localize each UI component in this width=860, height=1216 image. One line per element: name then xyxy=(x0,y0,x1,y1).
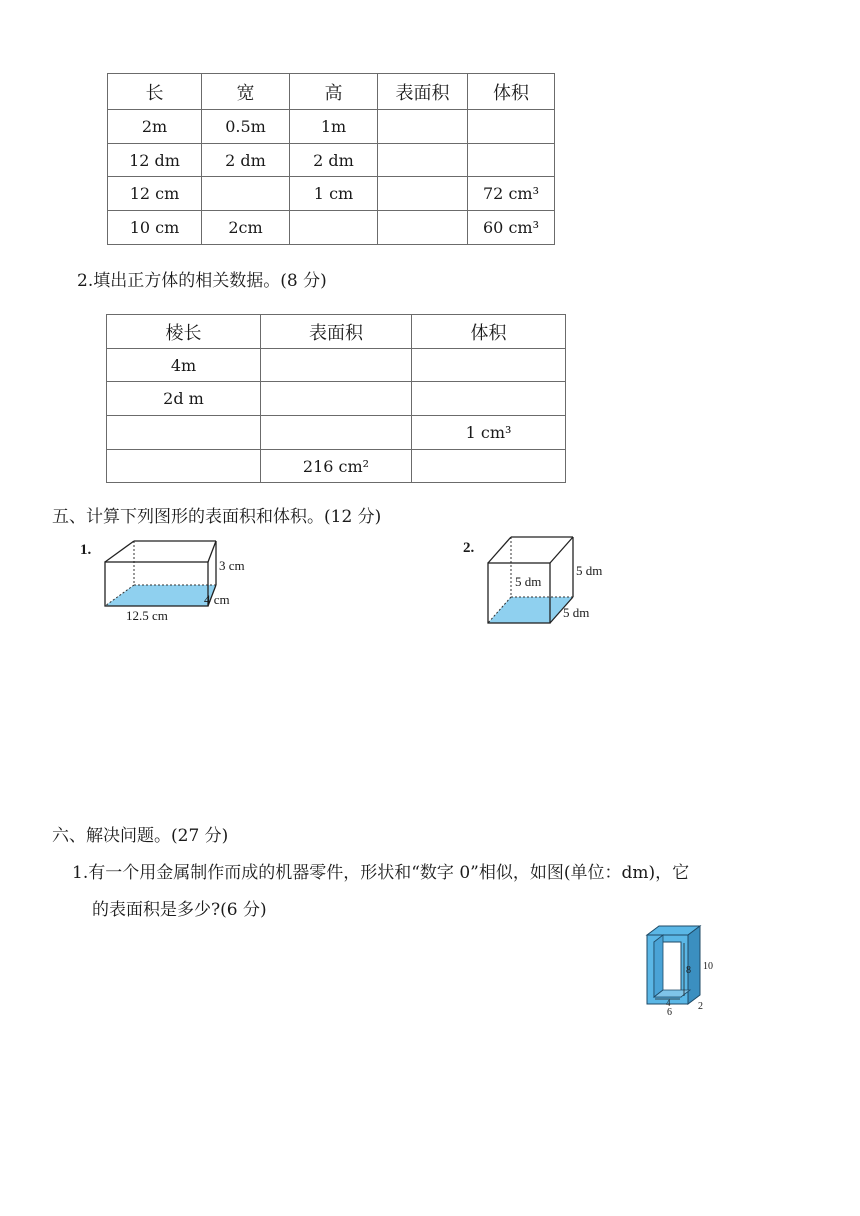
cube-table xyxy=(106,314,566,483)
header-cell: 长 xyxy=(108,74,202,110)
header-cell: 表面积 xyxy=(261,315,412,349)
table-row xyxy=(108,177,555,211)
table-cell: 2m xyxy=(108,110,202,144)
length-label: 12.5 cm xyxy=(126,608,168,623)
cuboid-table xyxy=(107,73,555,245)
answer-cell[interactable] xyxy=(290,211,378,245)
answer-cell[interactable] xyxy=(378,177,468,211)
table-cell: 0.5m xyxy=(202,110,290,144)
inner-width-label: 4 xyxy=(666,998,671,1008)
shaded-bottom-face xyxy=(105,585,216,606)
outer-height-label: 10 xyxy=(703,961,713,972)
answer-cell[interactable] xyxy=(107,450,261,483)
table-cell: 2d m xyxy=(107,382,261,416)
answer-cell[interactable] xyxy=(412,382,566,416)
figure-number: 2. xyxy=(463,540,475,556)
figure-number: 1. xyxy=(80,542,92,558)
question-2-instruction: 2.填出正方体的相关数据。(8 分) xyxy=(77,271,327,291)
width-label: 5 dm xyxy=(563,605,590,620)
header-cell: 高 xyxy=(290,74,378,110)
table-cell: 60 cm³ xyxy=(468,211,555,245)
table-header-row xyxy=(108,74,555,110)
cube-figure xyxy=(460,533,620,628)
answer-cell[interactable] xyxy=(378,110,468,144)
header-cell: 体积 xyxy=(468,74,555,110)
table-header-row xyxy=(107,315,566,349)
table-row xyxy=(107,382,566,416)
answer-cell[interactable] xyxy=(202,177,290,211)
cuboid-figure xyxy=(75,533,275,628)
table-cell: 2 dm xyxy=(290,144,378,177)
header-cell: 棱长 xyxy=(107,315,261,349)
machine-part-figure xyxy=(640,920,720,1020)
table-row xyxy=(108,211,555,245)
hole-inner-wall xyxy=(654,935,663,997)
problem-1-text-line-2: 的表面积是多少?(6 分) xyxy=(92,900,267,920)
header-cell: 宽 xyxy=(202,74,290,110)
table-cell: 10 cm xyxy=(108,211,202,245)
section-6-title: 六、解决问题。(27 分) xyxy=(52,826,229,846)
table-cell: 12 cm xyxy=(108,177,202,211)
table-row xyxy=(107,416,566,450)
header-cell: 体积 xyxy=(412,315,566,349)
table-row xyxy=(108,144,555,177)
answer-cell[interactable] xyxy=(261,349,412,382)
height-label: 3 cm xyxy=(219,558,245,573)
height-label: 5 dm xyxy=(576,563,603,578)
answer-cell[interactable] xyxy=(412,349,566,382)
table-cell: 1 cm xyxy=(290,177,378,211)
table-cell: 12 dm xyxy=(108,144,202,177)
outer-width-label: 6 xyxy=(667,1007,672,1018)
table-cell: 2cm xyxy=(202,211,290,245)
table-row xyxy=(107,349,566,382)
table-cell: 1m xyxy=(290,110,378,144)
answer-cell[interactable] xyxy=(261,416,412,450)
table-cell: 72 cm³ xyxy=(468,177,555,211)
table-cell: 1 cm³ xyxy=(412,416,566,450)
answer-cell[interactable] xyxy=(468,144,555,177)
answer-cell[interactable] xyxy=(378,211,468,245)
depth-label: 2 xyxy=(698,1001,703,1012)
table-cell: 4m xyxy=(107,349,261,382)
width-label: 4 cm xyxy=(204,592,230,607)
table-cell: 216 cm² xyxy=(261,450,412,483)
inner-height-label: 8 xyxy=(686,965,691,976)
inner-edge-label: 5 dm xyxy=(515,574,542,589)
answer-cell[interactable] xyxy=(261,382,412,416)
problem-1-text-line-1: 1.有一个用金属制作而成的机器零件，形状和“数字 0”相似，如图(单位：dm)，它 xyxy=(72,863,690,883)
table-row xyxy=(107,450,566,483)
section-5-title: 五、计算下列图形的表面积和体积。(12 分) xyxy=(52,507,382,527)
answer-cell[interactable] xyxy=(107,416,261,450)
answer-cell[interactable] xyxy=(468,110,555,144)
header-cell: 表面积 xyxy=(378,74,468,110)
answer-cell[interactable] xyxy=(378,144,468,177)
answer-cell[interactable] xyxy=(412,450,566,483)
shaded-bottom-face xyxy=(488,597,573,623)
table-row xyxy=(108,110,555,144)
table-cell: 2 dm xyxy=(202,144,290,177)
